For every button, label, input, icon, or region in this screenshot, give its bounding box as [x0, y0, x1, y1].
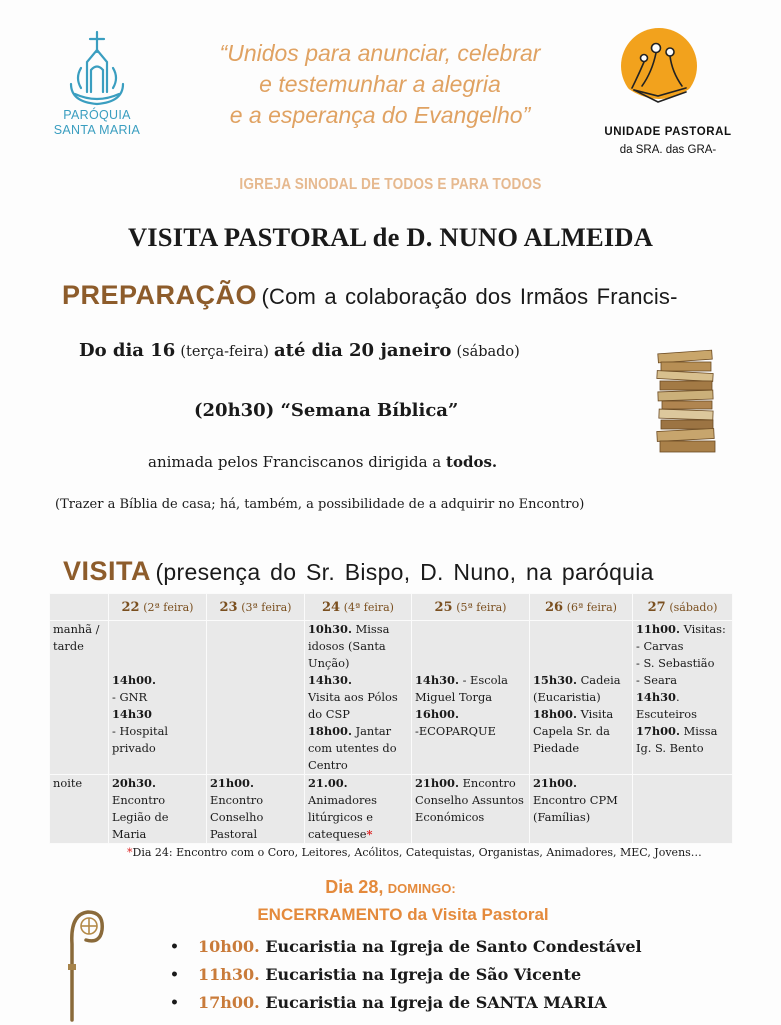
- event-text: Encontro Conselho Pastoral: [210, 793, 264, 841]
- event-time: 14h30: [112, 707, 152, 721]
- mass-time: 10h00.: [198, 937, 260, 956]
- event-time: 15h30.: [533, 673, 577, 687]
- animada-line: [148, 453, 497, 471]
- event-text: Visita aos Pólos do CSP: [308, 690, 398, 721]
- day-name: (3ª feira): [241, 600, 292, 614]
- unit-line1: UNIDADE PASTORAL: [604, 126, 732, 138]
- visit-subtitle: (presença do Sr. Bispo, D. Nuno, na paróquia: [155, 559, 654, 585]
- day-number: 23: [219, 599, 238, 615]
- event-time: 14h30: [636, 690, 676, 704]
- event-text: - Carvas: [636, 639, 684, 653]
- cell-25-night: [412, 775, 530, 844]
- cell-24-night: [305, 775, 412, 844]
- asterisk-mark: *: [366, 827, 373, 841]
- semana-biblica: (20h30) “Semana Bíblica”: [194, 400, 459, 421]
- preparation-heading: PREPARAÇÃO: [62, 280, 258, 310]
- pastoral-unit-logo: [612, 24, 707, 116]
- motto-line1: “Unidos para anunciar, celebrar: [219, 40, 541, 66]
- event-time: 20h30.: [112, 776, 156, 790]
- event-time: 21h00.: [210, 776, 254, 790]
- event-text: Encontro Legião de Maria: [112, 793, 169, 841]
- unit-line2: da SRA. das GRA-: [619, 144, 717, 156]
- event-time: 18h00.: [533, 707, 577, 721]
- event-text: Visita Capela Sr. da Piedade: [533, 707, 614, 755]
- parish-name-line2: SANTA MARIA: [53, 123, 141, 137]
- event-text: - Seara: [636, 673, 678, 687]
- cell-26-night: [530, 775, 633, 844]
- animada-todos: todos.: [446, 453, 498, 471]
- church-cross-icon: [67, 30, 127, 108]
- bring-bible-note: (Trazer a Bíblia de casa; há, também, a possibilidade de a adquirir no Encontro): [55, 497, 585, 512]
- header-day-23: [207, 594, 305, 621]
- header-empty-cell: [50, 594, 109, 621]
- event-text: Escuteiros: [636, 707, 697, 721]
- cell-23-night: [207, 775, 305, 844]
- event-text: Animadores litúrgicos e catequese: [308, 793, 377, 841]
- mass-text: Eucaristia na Igreja de SANTA MARIA: [265, 993, 607, 1012]
- event-text: - GNR: [112, 690, 148, 704]
- event-text: Missa Ig. S. Bento: [636, 724, 718, 755]
- day-name: (5ª feira): [456, 600, 507, 614]
- bullet-icon: •: [170, 967, 179, 983]
- cell-25-morning: [412, 621, 530, 775]
- day-number: 27: [647, 599, 666, 615]
- bullet-icon: •: [170, 995, 179, 1011]
- visit-schedule-table: [49, 593, 733, 844]
- event-time: 10h30.: [308, 622, 352, 636]
- list-item: [170, 961, 642, 989]
- preparation-heading-row: [62, 280, 678, 311]
- sun-figures-icon: [612, 24, 707, 116]
- book-stack-icon: [650, 346, 730, 458]
- date-to: até dia 20 janeiro: [273, 340, 452, 361]
- pastoral-unit-name: [588, 123, 748, 159]
- day-name: (6ª feira): [566, 600, 617, 614]
- header-day-22: [109, 594, 207, 621]
- event-text: Cadeia (Eucaristia): [533, 673, 621, 704]
- preparation-dates: [79, 340, 520, 361]
- event-text: - Hospital privado: [112, 724, 169, 755]
- event-text: Missa idosos (Santa Unção): [308, 622, 390, 670]
- table-row-night: [50, 775, 733, 844]
- page-title: VISITA PASTORAL de D. NUNO ALMEIDA: [127, 222, 654, 252]
- day-name: (sábado): [669, 600, 718, 614]
- row-label-night: noite: [50, 775, 109, 844]
- cell-24-morning: [305, 621, 412, 775]
- event-text: - S. Sebastião: [636, 656, 715, 670]
- cell-22-night: [109, 775, 207, 844]
- event-time: 14h30.: [308, 673, 352, 687]
- event-text: -ECOPARQUE: [415, 724, 496, 738]
- closing-date: [0, 877, 781, 898]
- header-day-27: [633, 594, 733, 621]
- footnote: [127, 846, 702, 859]
- day-from: (terça-feira): [180, 344, 269, 360]
- day-number: 22: [121, 599, 140, 615]
- event-text: Encontro CPM (Famílias): [533, 793, 618, 824]
- bullet-icon: •: [170, 939, 179, 955]
- crozier-image: [60, 904, 110, 1022]
- closing-title: ENCERRAMENTO da Visita Pastoral: [257, 905, 549, 924]
- parish-logo: [52, 30, 142, 145]
- day-name: (4ª feira): [343, 600, 394, 614]
- day-to: (sábado): [456, 344, 520, 360]
- motto-line3: e a esperança do Evangelho”: [229, 102, 531, 128]
- footnote-text: Dia 24: Encontro com o Coro, Leitores, Acólitos, Catequistas, Organistas, Animadores, MEC, Jovens…: [132, 846, 702, 859]
- event-text: Jantar com utentes do Centro: [308, 724, 397, 772]
- motto-line2: e testemunhar a alegria: [259, 71, 501, 97]
- preparation-subtitle: (Com a colaboração dos Irmãos Francis-: [261, 284, 678, 309]
- header-day-24: [305, 594, 412, 621]
- cell-26-morning: [530, 621, 633, 775]
- cell-27-morning: [633, 621, 733, 775]
- mass-time: 17h00.: [198, 993, 260, 1012]
- event-time: 21h00.: [415, 776, 459, 790]
- table-header-row: [50, 594, 733, 621]
- sinodal-tagline: IGREJA SINODAL DE TODOS E PARA TODOS: [239, 176, 542, 193]
- footnote-mark: *: [127, 846, 133, 859]
- mass-text: Eucaristia na Igreja de Santo Condestável: [265, 937, 642, 956]
- date-from: Do dia 16: [79, 340, 176, 361]
- closing-day: Dia 28,: [325, 877, 384, 897]
- mass-time: 11h30.: [198, 965, 260, 984]
- event-time: 17h00.: [636, 724, 680, 738]
- day-number: 24: [322, 599, 341, 615]
- closing-weekday: DOMINGO:: [387, 881, 456, 896]
- motto: [160, 38, 600, 131]
- event-time: 14h00.: [112, 673, 156, 687]
- event-time: 16h00.: [415, 707, 459, 721]
- day-number: 26: [545, 599, 564, 615]
- list-item: [170, 933, 642, 961]
- event-text: Visitas:: [683, 622, 726, 636]
- header-day-25: [412, 594, 530, 621]
- table-row-morning: [50, 621, 733, 775]
- event-time: 21h00.: [533, 776, 577, 790]
- event-time: 14h30.: [415, 673, 459, 687]
- event-time: 21.00.: [308, 776, 348, 790]
- mass-text: Eucaristia na Igreja de São Vicente: [265, 965, 582, 984]
- day-name: (2ª feira): [143, 600, 194, 614]
- event-time: 11h00.: [636, 622, 680, 636]
- animada-text: animada pelos Franciscanos dirigida a: [148, 453, 442, 471]
- crozier-icon: [60, 904, 110, 1022]
- cell-27-night: [633, 775, 733, 844]
- header-day-26: [530, 594, 633, 621]
- row-label-morning: manhã / tarde: [50, 621, 109, 775]
- closing-mass-list: [170, 933, 642, 1017]
- event-text: - Escola Miguel Torga: [415, 673, 508, 704]
- visit-heading-row: [63, 556, 654, 587]
- event-time: 18h00.: [308, 724, 352, 738]
- cell-23-morning: [207, 621, 305, 775]
- parish-name-line1: PARÓQUIA: [63, 108, 131, 122]
- list-item: [170, 989, 642, 1017]
- day-number: 25: [434, 599, 453, 615]
- visit-heading: VISITA: [63, 556, 152, 586]
- books-image: [650, 346, 730, 458]
- event-text: Encontro Conselho Assuntos Económicos: [415, 776, 524, 824]
- event-text: .: [675, 690, 680, 704]
- cell-22-morning: [109, 621, 207, 775]
